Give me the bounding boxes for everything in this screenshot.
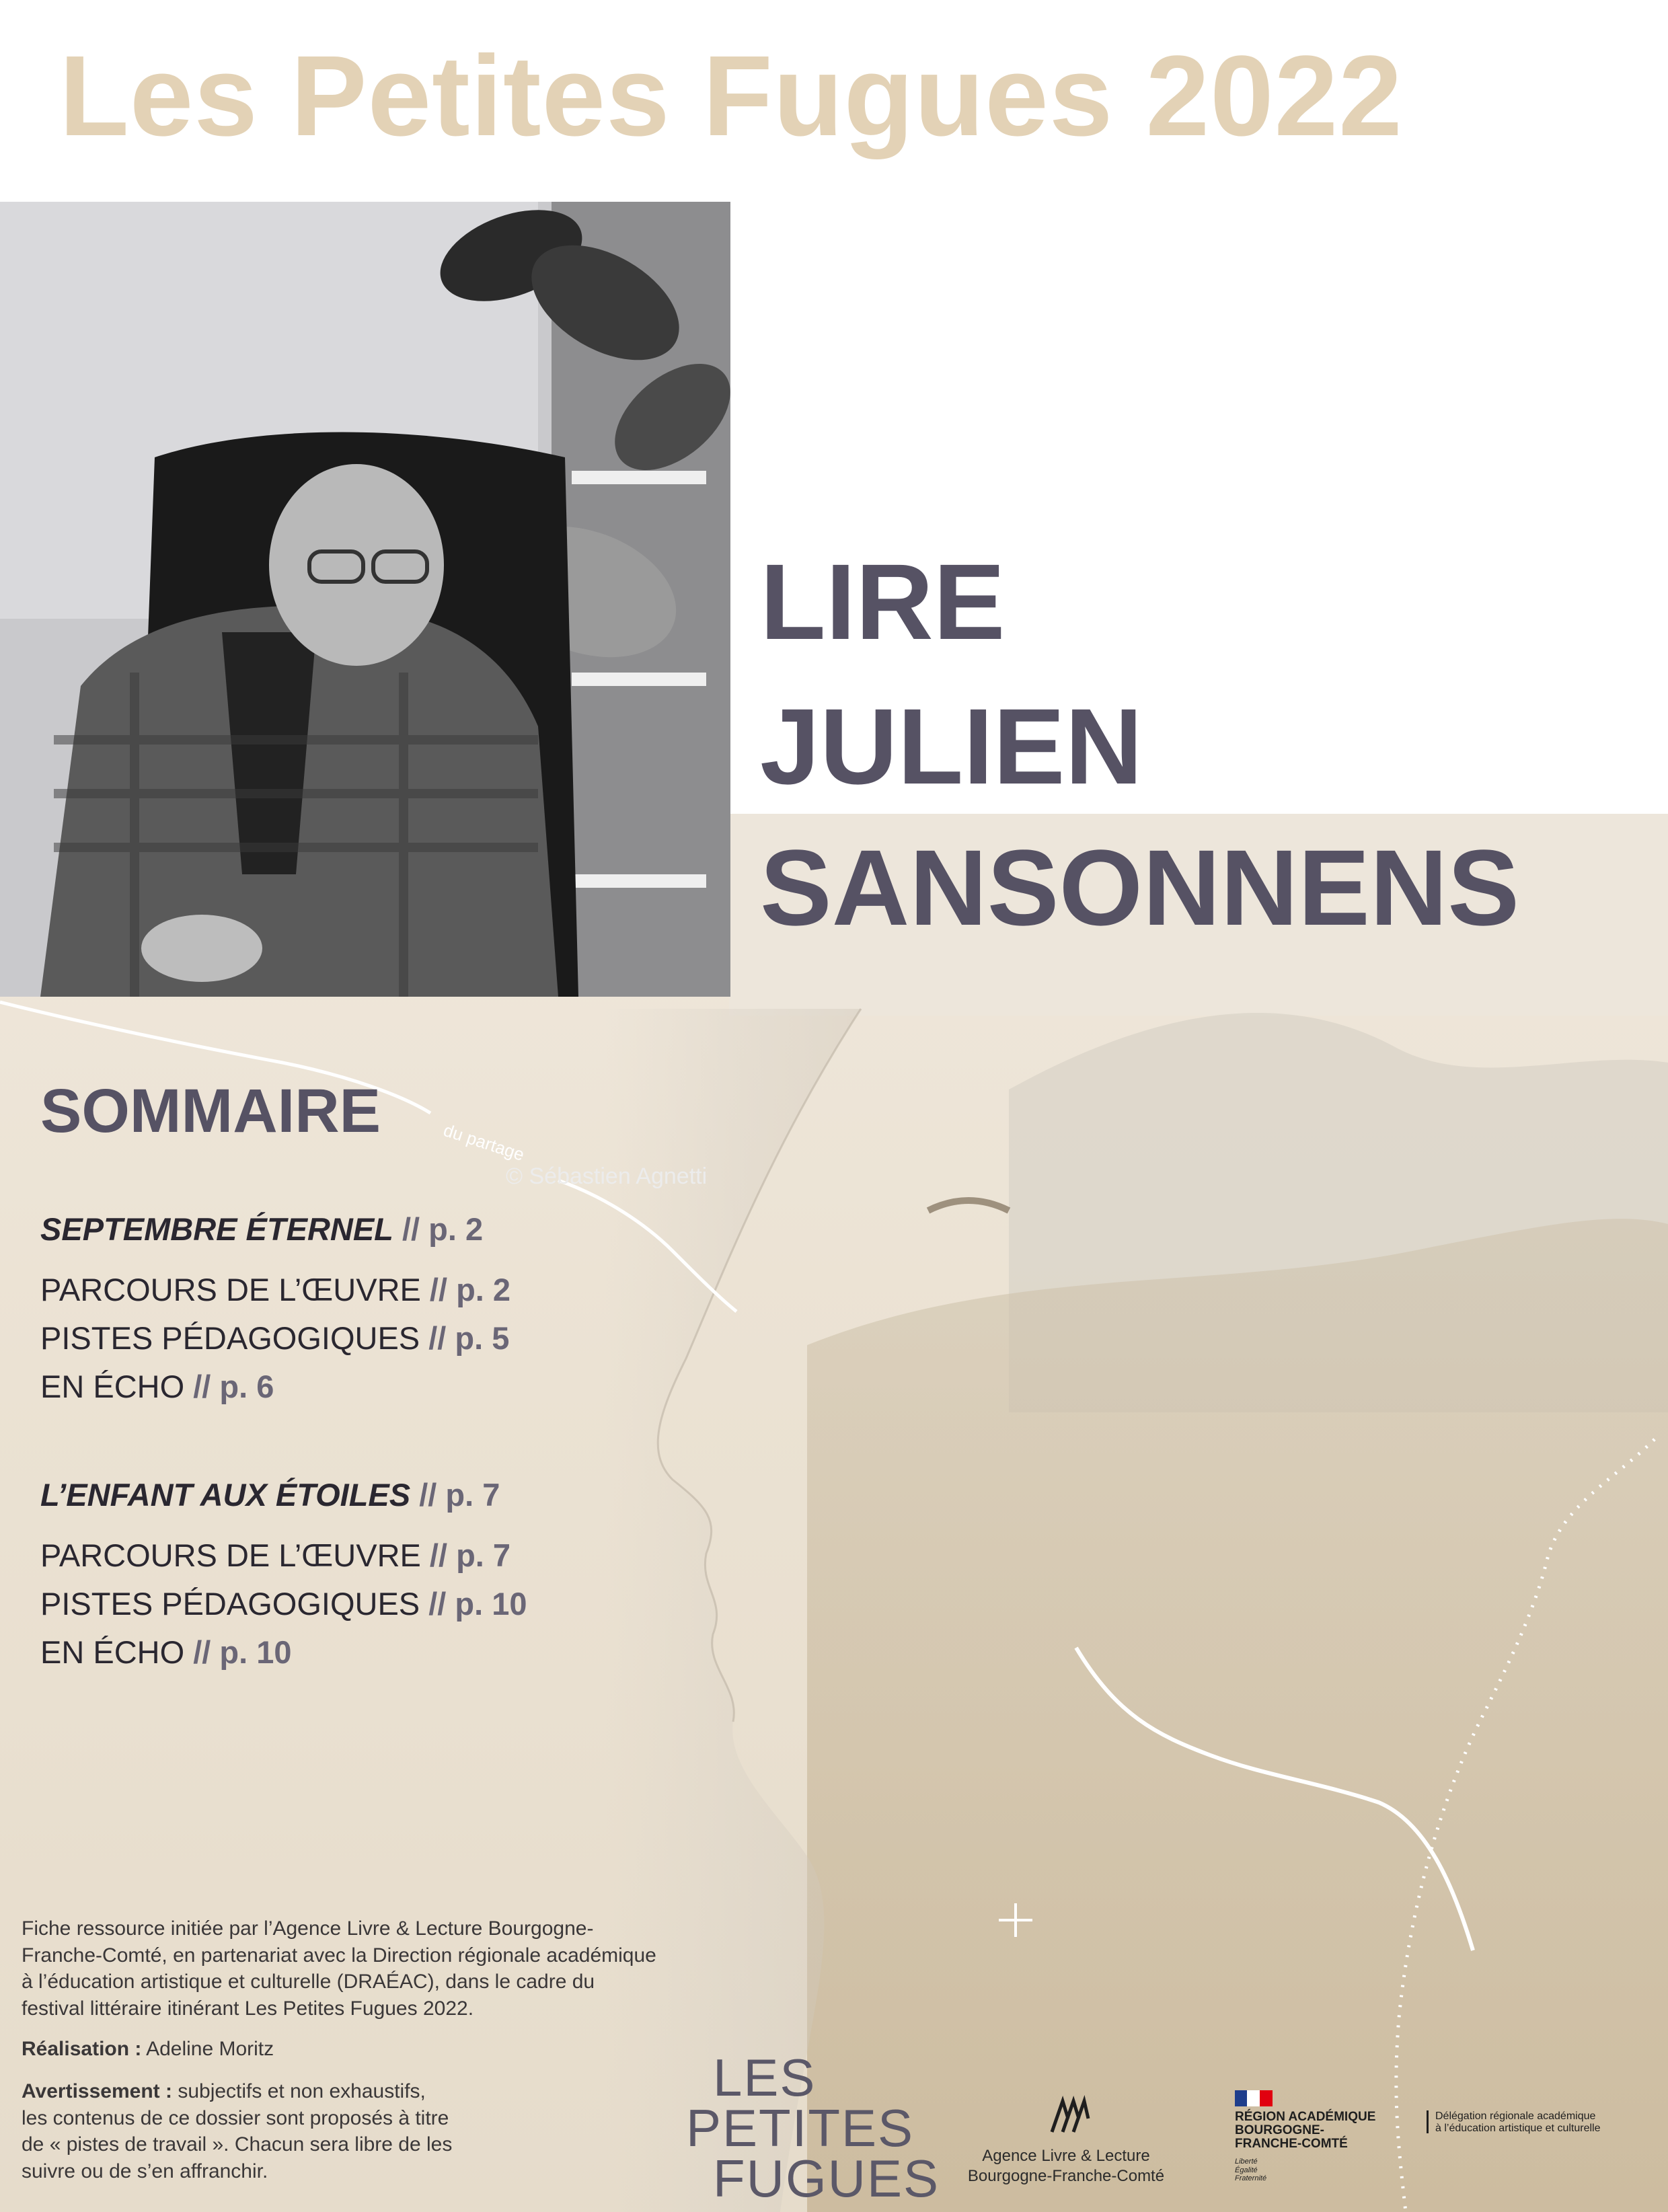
footer-description-line: Fiche ressource initiée par l’Agence Livre & Lecture Bourgogne- (22, 1917, 594, 1940)
page-ref: // p. 10 (193, 1634, 292, 1670)
page-ref: // p. 6 (193, 1369, 274, 1404)
toc-book-title[interactable] (40, 1211, 483, 1248)
toc-section[interactable] (40, 1585, 527, 1622)
festival-title: Les Petites Fugues 2022 (59, 32, 1403, 160)
toc-section[interactable] (40, 1634, 291, 1671)
motto-line: Égalité (1235, 2166, 1258, 2174)
footer-description-line: Franche-Comté, en partenariat avec la Direction régionale académique (22, 1944, 656, 1967)
warning-line: suivre ou de s’en affranchir. (22, 2160, 268, 2182)
face-landscape-illustration (605, 1009, 1668, 2212)
warning-line: de « pistes de travail ». Chacun sera libre de les (22, 2133, 453, 2156)
delegation-line: à l’éducation artistique et culturelle (1435, 2123, 1601, 2135)
page-ref: // p. 7 (429, 1537, 511, 1573)
section-label: PARCOURS DE L’ŒUVRE (40, 1272, 421, 1307)
region-line: BOURGOGNE- (1235, 2123, 1324, 2137)
page-ref: // p. 2 (402, 1211, 484, 1247)
author-portrait-image (0, 202, 730, 997)
book-title: SEPTEMBRE ÉTERNEL (40, 1211, 393, 1247)
region-line: FRANCHE-COMTÉ (1235, 2136, 1348, 2151)
region-academique-logo[interactable] (1235, 2090, 1652, 2191)
section-label: PISTES PÉDAGOGIQUES (40, 1586, 420, 1622)
toc-section[interactable] (40, 1320, 509, 1357)
logo-word: FUGUES (713, 2149, 940, 2208)
realisation-label: Réalisation : (22, 2038, 142, 2060)
marianne-flag-icon (1235, 2090, 1273, 2106)
agence-livre-lecture-logo[interactable] (955, 2098, 1177, 2192)
toc-section[interactable] (40, 1271, 510, 1308)
section-label: PISTES PÉDAGOGIQUES (40, 1320, 420, 1356)
agence-name: Agence Livre & Lecture (982, 2147, 1150, 2165)
page-ref: // p. 7 (419, 1477, 500, 1513)
section-label: PARCOURS DE L’ŒUVRE (40, 1537, 421, 1573)
toc-section[interactable] (40, 1368, 274, 1405)
agence-sub: Bourgogne-Franche-Comté (967, 2167, 1165, 2185)
decorative-caption: du partage (441, 1120, 527, 1165)
footer-warning (22, 2078, 533, 2184)
photo-credit: © Sébastien Agnetti (506, 1164, 708, 1189)
delegation-line: Délégation régionale académique (1435, 2110, 1596, 2122)
logo-word: PETITES (686, 2098, 915, 2158)
footer-description (22, 1915, 761, 2022)
logo-divider (1427, 2110, 1429, 2133)
page-ref: // p. 5 (428, 1320, 510, 1356)
warning-line: les contenus de ce dossier sont proposés à titre (22, 2106, 449, 2129)
title-line-2: JULIEN (760, 686, 1143, 806)
section-label: EN ÉCHO (40, 1369, 185, 1404)
page-ref: // p. 10 (428, 1586, 527, 1622)
page-ref: // p. 2 (429, 1272, 511, 1307)
warning-line: subjectifs et non exhaustifs, (178, 2080, 426, 2102)
title-line-3: SANSONNENS (760, 827, 1520, 948)
footer-description-line: à l’éducation artistique et culturelle (DRAÉAC), dans le cadre du (22, 1971, 595, 1993)
footer-description-line: festival littéraire itinérant Les Petites Fugues 2022. (22, 1997, 474, 2020)
toc-book-title[interactable] (40, 1476, 500, 1513)
logo-word: LES (713, 2048, 817, 2107)
warning-label: Avertissement : (22, 2080, 172, 2102)
region-line: RÉGION ACADÉMIQUE (1235, 2110, 1376, 2124)
footer-realisation (22, 2038, 274, 2061)
title-line-1: LIRE (760, 541, 1006, 662)
les-petites-fugues-logo[interactable] (679, 2048, 940, 2208)
motto-line: Fraternité (1235, 2174, 1267, 2183)
sommaire-heading: SOMMAIRE (40, 1077, 381, 1145)
section-label: EN ÉCHO (40, 1634, 185, 1670)
toc-section[interactable] (40, 1537, 510, 1574)
realisation-value: Adeline Moritz (146, 2038, 274, 2060)
decorative-swoosh (0, 995, 740, 1318)
book-title: L’ENFANT AUX ÉTOILES (40, 1477, 411, 1513)
motto-line: Liberté (1235, 2158, 1258, 2166)
agence-mountains-icon (1049, 2098, 1090, 2133)
